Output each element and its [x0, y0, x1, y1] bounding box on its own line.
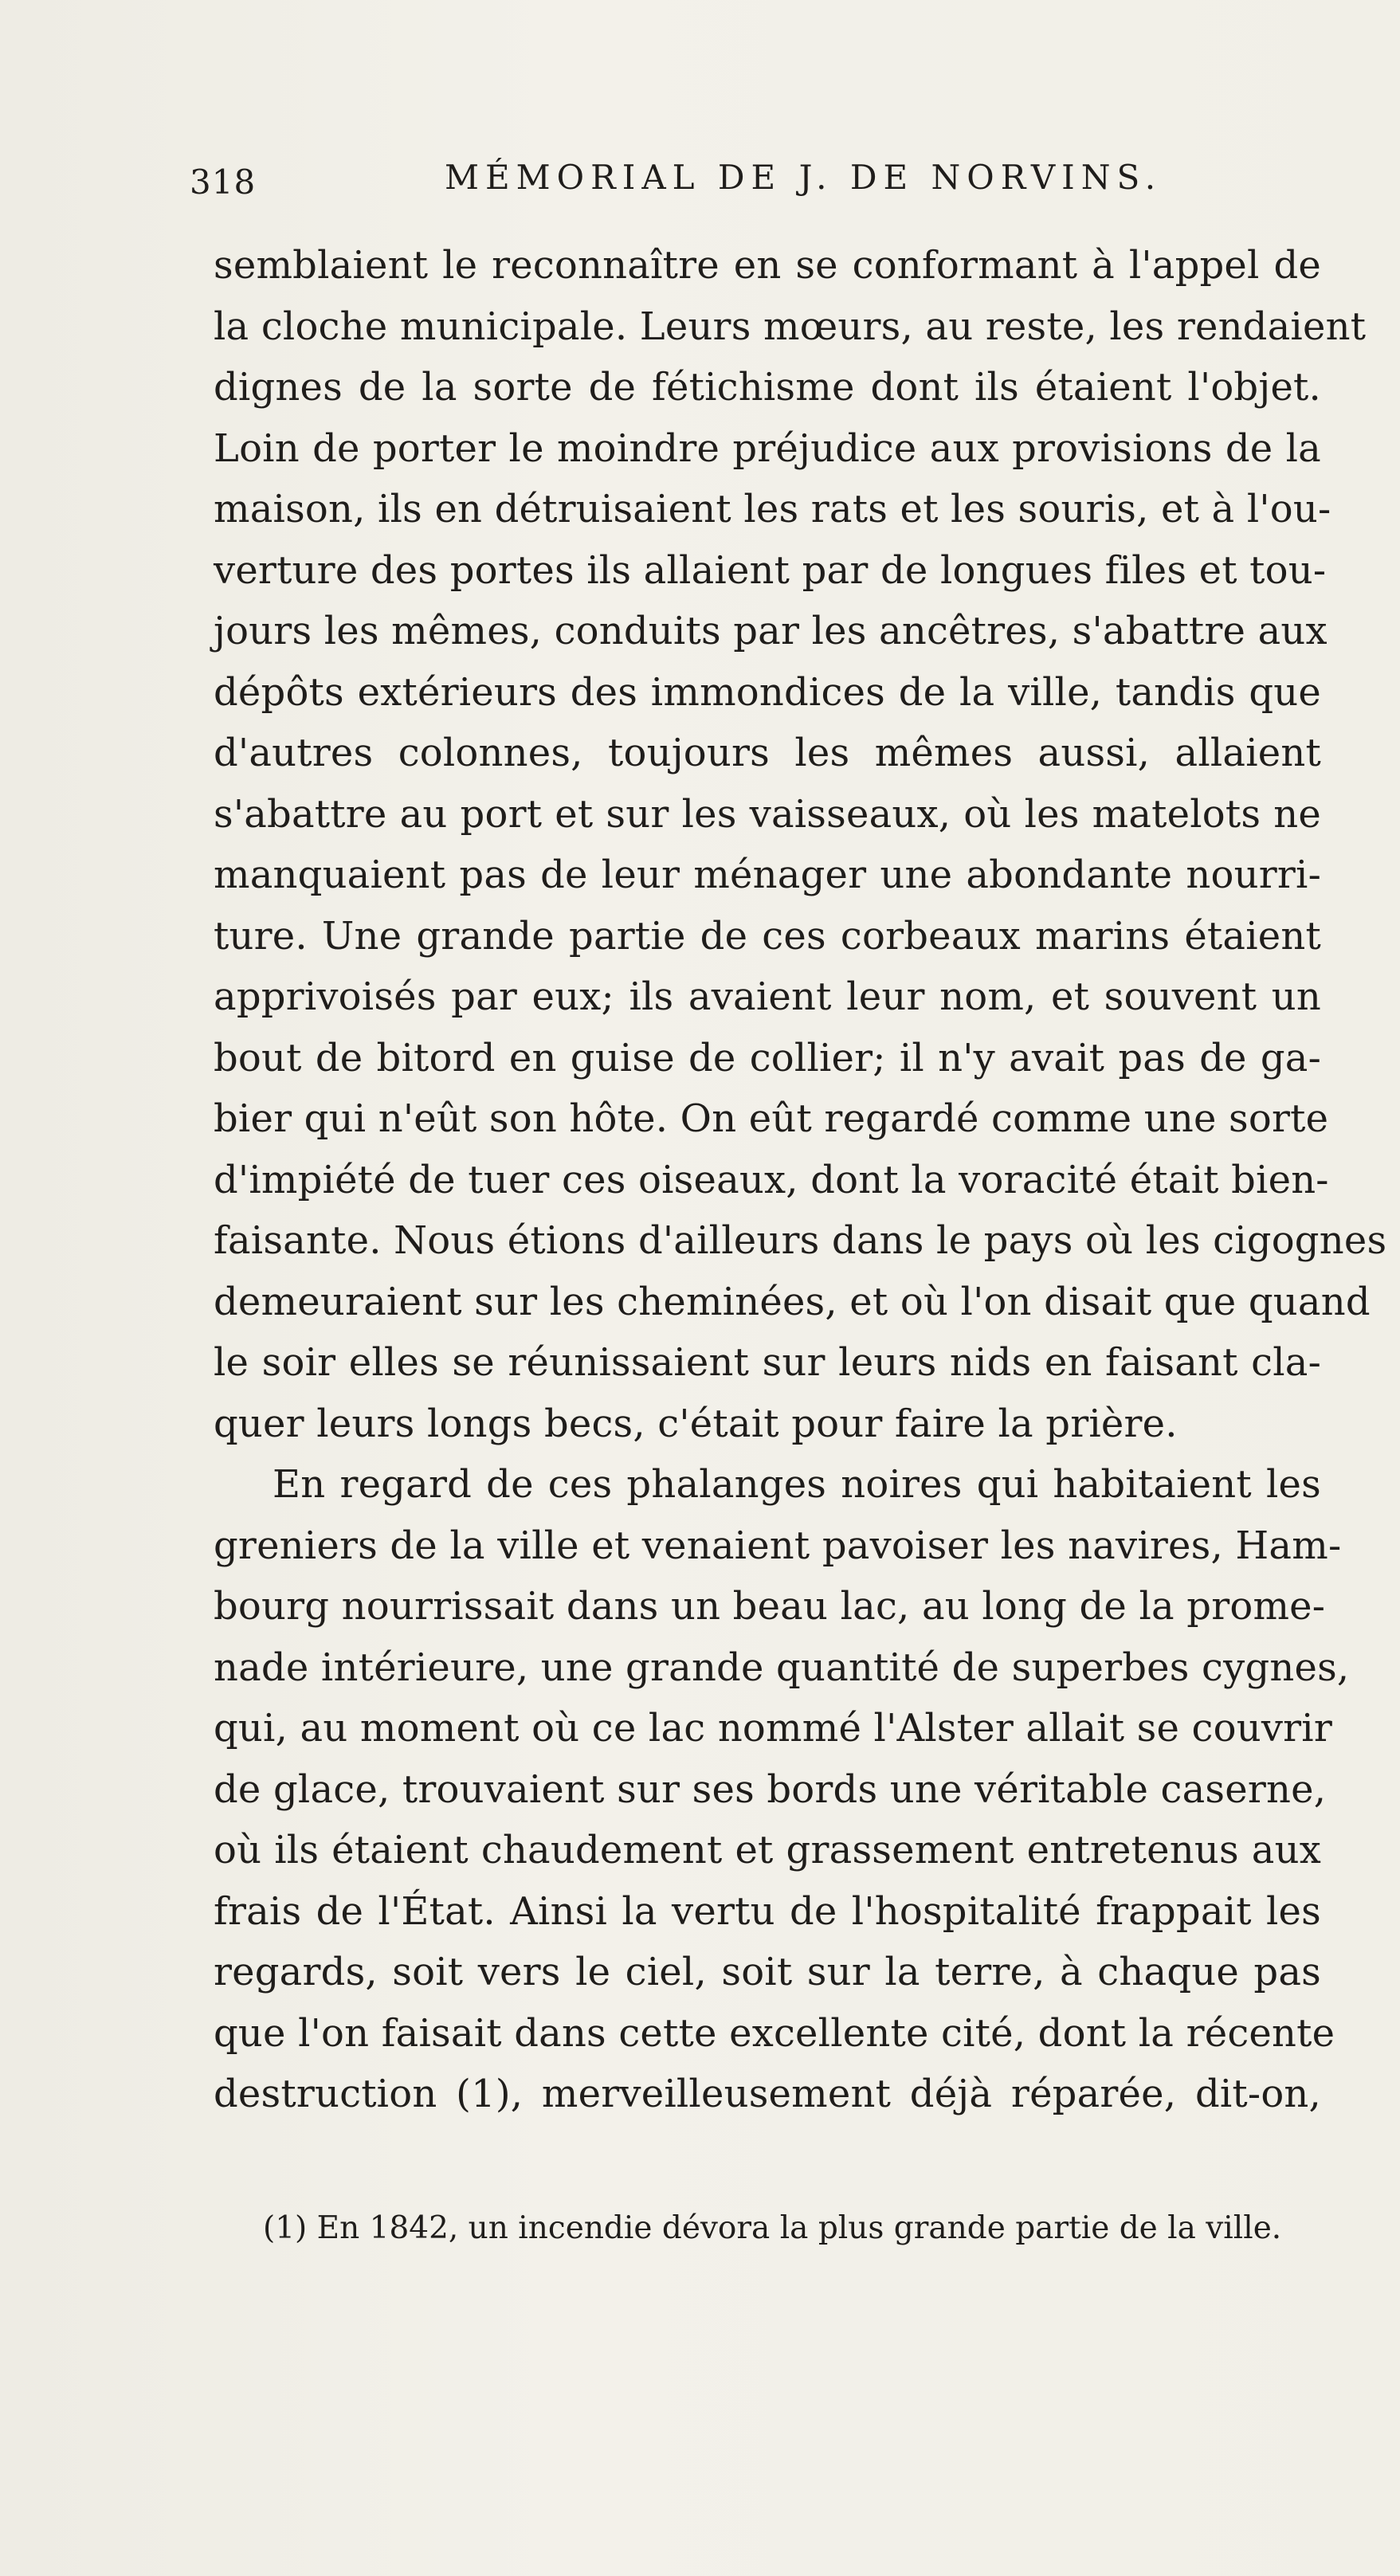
text-line: que l'on faisait dans cette excellente cité, dont la récente [214, 2010, 1335, 2056]
text-line: bourg nourrissait dans un beau lac, au long de la prome- [214, 1584, 1326, 1629]
text-line: manquaient pas de leur ménager une abondante nourri- [214, 853, 1321, 897]
body-text [214, 235, 1387, 2125]
text-line: de glace, trouvaient sur ses bords une véritable caserne, [214, 1766, 1327, 1812]
text-line: ture. Une grande partie de ces corbeaux marins étaient [214, 913, 1321, 959]
page-number: 318 [190, 163, 257, 202]
text-line: quer leurs longs becs, c'était pour faire la prière. [214, 1401, 1178, 1446]
text-line: regards, soit vers le ciel, soit sur la terre, à chaque pas [214, 1950, 1321, 1994]
text-line: apprivoisés par eux; ils avaient leur nom, et souvent un [214, 974, 1321, 1019]
text-line: demeuraient sur les cheminées, et où l'on disait que quand [214, 1279, 1371, 1324]
text-line: En regard de ces phalanges noires qui habitaient les [273, 1462, 1321, 1507]
text-line: bout de bitord en guise de collier; il n'y avait pas de ga- [214, 1035, 1321, 1080]
text-line: maison, ils en détruisaient les rats et les souris, et à l'ou- [214, 487, 1331, 531]
text-line: nade intérieure, une grande quantité de superbes cygnes, [214, 1645, 1350, 1690]
text-line: où ils étaient chaudement et grassement entretenus aux [214, 1828, 1321, 1872]
text-line: dépôts extérieurs des immondices de la ville, tandis que [214, 669, 1321, 715]
text-line: le soir elles se réunissaient sur leurs nids en faisant cla- [214, 1340, 1321, 1385]
text-line: greniers de la ville et venaient pavoiser les navires, Ham- [214, 1523, 1342, 1568]
text-line: semblaient le reconnaître en se conformant à l'appel de [214, 243, 1321, 288]
text-line: la cloche municipale. Leurs mœurs, au reste, les rendaient [214, 304, 1367, 349]
text-line: faisante. Nous étions d'ailleurs dans le pays où les cigognes [214, 1218, 1387, 1263]
running-title: MÉMORIAL DE J. DE NORVINS. [445, 158, 1163, 197]
text-line: frais de l'État. Ainsi la vertu de l'hospitalité frappait les [214, 1888, 1321, 1934]
text-line: destruction (1), merveilleusement déjà réparée, dit-on, [214, 2072, 1321, 2116]
text-line: Loin de porter le moindre préjudice aux provisions de la [214, 425, 1321, 471]
text-line: s'abattre au port et sur les vaisseaux, où les matelots ne [214, 791, 1321, 837]
footnote: (1) En 1842, un incendie dévora la plus grande partie de la ville. [263, 2210, 1282, 2246]
text-line: bier qui n'eût son hôte. On eût regardé comme une sorte [214, 1096, 1329, 1141]
text-line: verture des portes ils allaient par de longues files et tou- [214, 547, 1327, 593]
text-line: qui, au moment où ce lac nommé l'Alster allait se couvrir [214, 1706, 1333, 1751]
text-line: d'impiété de tuer ces oiseaux, dont la voracité était bien- [214, 1157, 1329, 1202]
text-line: dignes de la sorte de fétichisme dont ils étaient l'objet. [214, 365, 1321, 410]
text-line: jours les mêmes, conduits par les ancêtres, s'abattre aux [214, 609, 1327, 653]
running-head [190, 158, 1323, 206]
text-line: d'autres colonnes, toujours les mêmes aussi, allaient [214, 731, 1321, 775]
